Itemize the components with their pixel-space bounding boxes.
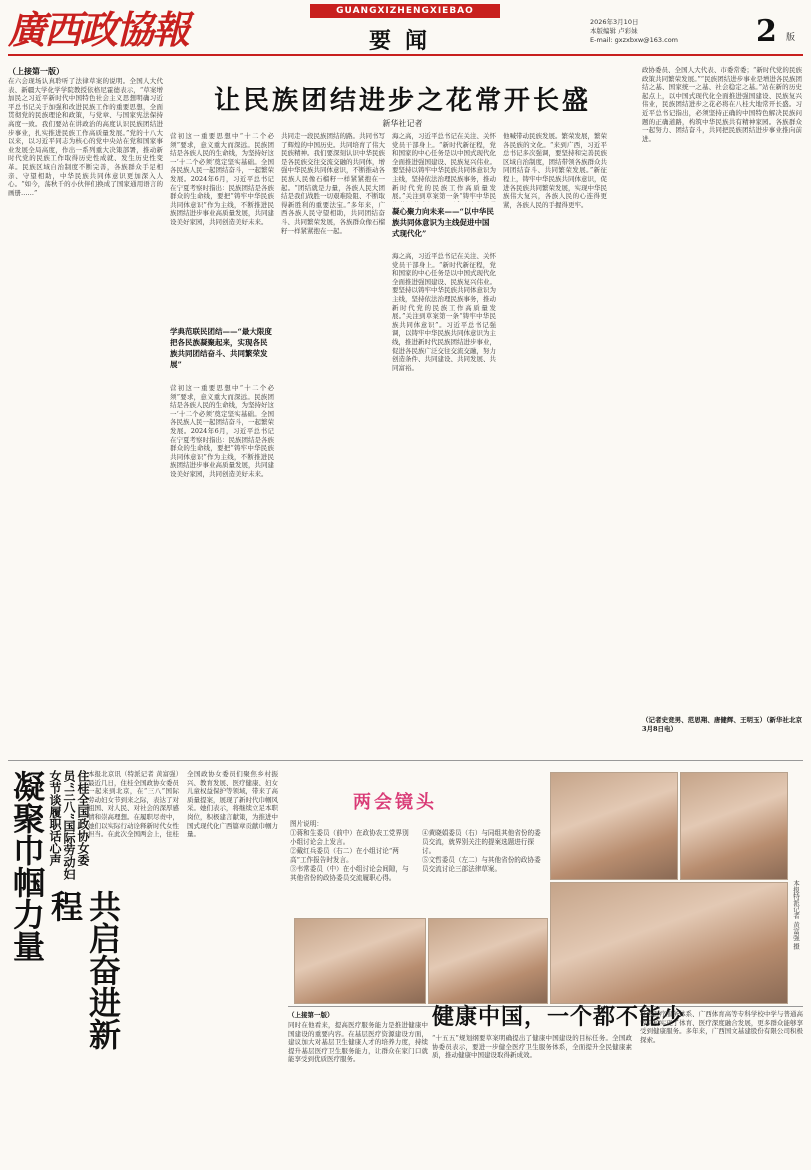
- feature-body-text: 本报北京讯（特派记者 黄富强）最近几日，住桂全国政协女委员一起来到北京，在“三八”国际劳动妇女节到来之际，表达了对祖国、对人民、对社会的深厚感情和崇高理想。在履职尽责中，她们以实际行动诠释新时代女性担当。在此次全国两会上，住桂全国政协女委员们聚焦乡村振兴、教育发展、医疗健康、妇女儿童权益保护等领域，带来了高质量提案，展现了新时代巾帼风采。她们表示，将继续立足本职岗位，积极建言献策，为推进中国式现代化广西篇章贡献巾帼力量。: [88, 770, 278, 839]
- photo-2: [680, 772, 788, 880]
- bottom-col-1: [288, 1010, 428, 1162]
- column-3-text: 共同走一段民族团结的路。共同书写了辉煌的中国历史。共同培育了伟大民族精神。我们要深刻认识中华民族是各民族交往交流交融的共同体，增强中华民族共同体意识，不断推动各民族人民像石榴籽一样紧紧抱在一起。“团结就是力量，各族人民大团结是我们战胜一切艰难险阻、不断取得新胜利的重要法宝。”多年来，广西各族人民守望相助，共同团结奋斗、共同繁荣发展，各族群众像石榴籽一样紧紧抱在一起。: [281, 132, 385, 235]
- editor-line: 本版编辑 卢彩妹: [590, 27, 638, 35]
- column-4-text: 海之高，习近平总书记在关注、关怀党员干部身上。“新时代新征程，党和国家的中心任务是以中国式现代化全面推进强国建设、民族复兴伟业。要坚持以铸牢中华民族共同体意识为主线，坚持依法治理民族事务，推动新时代党的民族工作高质量发展。”关注到草案第一条“铸牢中华民: [392, 132, 496, 201]
- bottom-headline: 健康中国，一个都不能少: [432, 1004, 686, 1030]
- lead-credit: （记者史竞男、范思翔、唐健辉、王明玉）（新华社北京3月8日电）: [642, 716, 802, 733]
- column-1: [8, 66, 163, 756]
- caption-0: 图片说明：: [290, 820, 323, 828]
- column-2b-text: 营初这一重要思想中“十二个必须”要求，意义重大而深远。民族团结是各族人民的生命线，为坚持好这一‘十二个必须’奠定坚实基础。全国各民族人民一起团结奋斗，一起繁荣发展。2024年6月，习近平总书记在宁夏考察时指出：民族团结是各族群众的生命线，要把“铸牢中华民族共同体意识”作为主线，不断推进民族团结进步事业高质量发展，共同建设美好家园，共同创造美好未来。: [170, 384, 274, 478]
- masthead-rule: [8, 54, 803, 56]
- caption-3: ③韦常委员（中）在小组讨论会间隙，与其他省份的政协委员交流履职心得。: [290, 865, 409, 882]
- column-4-top: [392, 132, 496, 202]
- photo-5: [428, 918, 548, 1004]
- masthead-logo: 廣西政協報: [8, 7, 189, 52]
- feature-body: [88, 770, 278, 1162]
- column-1-text: 在六会现场认真聆听了法律草案的说明。全国人大代表、新疆大学化学学院教授依格尼霍德表示，“草案增加民之习近平新时代中国特色社会主义思想明确习近平总书记关于加强和改进民族工作的重要思想，全面贯彻党的民族理论和政策，与党章、与国家宪法保持高度一致。我们要站在讲政治的高度认识民族团结进步事业，扎实推进民族工作高质量发展。”党的十八大以来，以习近平同志为核心的党中央站在党和国家事业发展全局高度，作出一系列重大决策部署，推动新时代党的民族工作取得历史性成就、发生历史性变革。民族区域自治制度不断完善，各族群众手足相亲、守望相助，中华民族共同体意识更加深入人心。“如今，荡秋千的小伙伴们换成了国家通用语言的画册……”: [8, 77, 163, 197]
- column-2-bottom: [170, 384, 274, 756]
- section-title: 要闻: [368, 28, 441, 54]
- column-6-text: 政协委员、全国人大代表、市委常委；“新时代党的民族政策共同繁荣发展。”“民族团结进步事业是增进各民族团结之基、国家统一之基、社会稳定之基。”站在新的历史起点上，以中国式现代化全面推进强国建设、民族复兴伟业，民族团结进步之花必将在八桂大地常开长盛。习近平总书记指出，必须坚持正确的中国特色解决民族问题的正确道路，构筑中华民族共有精神家园。各族群众一起努力、团结奋斗，共同把民族团结进步事业推向前进。: [642, 66, 802, 143]
- bottom-col-3: [640, 1010, 803, 1162]
- lead-byline: 新华社记者: [382, 119, 423, 128]
- column-4-bottom: [392, 252, 496, 756]
- photo-3: [550, 882, 788, 1004]
- feature-title-1: 凝聚巾帼力量: [8, 770, 46, 962]
- subhead-1: 学典范联民团结——“最大限度把各民族凝聚起来，实现各民族共同团结奋斗、共同繁荣发展”: [170, 327, 272, 369]
- bottom-col-2: [432, 1034, 632, 1162]
- lead-headline: 让民族团结进步之花常开长盛: [213, 86, 591, 116]
- column-2-top: [170, 132, 274, 322]
- column-6: [642, 66, 802, 756]
- caption-5: ⑤文哲委员（左二）与其他省份的政协委员交流讨论三部法律草案。: [422, 856, 541, 873]
- bottom-body-3: 桂仑医疗服务体系、广西体育高等专科学校中学与普通高等院校实现了体育、医疗深度融合发展，更多群众能够享受到健康服务。多年来，广西国文基建股份有限公司积极探索。: [640, 1010, 803, 1044]
- photo-feature-title: 两会镜头: [353, 792, 437, 813]
- caption-4: ④黄晓娟委员（右）与同组其他省份的委员交流，就界别关注的提案选题进行探讨。: [422, 829, 541, 855]
- column-5: [503, 132, 607, 756]
- photo-credit: 本报特派记者 黄富强 摄: [792, 880, 800, 950]
- page-number: 2: [756, 14, 777, 49]
- column-5-text: 他喊带动民族发展。繁荣发展，繁荣各民族的文化。“来到广西，习近平总书记多次强调，要坚持和完善民族区域自治制度，团结带领各族群众共同团结奋斗、共同繁荣发展。”新征程上，铸牢中华民族共同体意识，促进各民族共同繁荣发展，实现中华民族伟大复兴，各族人民的心连得更紧，各族人民的手握得更牢。: [503, 132, 607, 209]
- date-line: 2026年3月10日: [590, 18, 639, 26]
- section-divider: [8, 760, 803, 761]
- masthead-info: [590, 18, 678, 45]
- masthead-center: [310, 4, 500, 55]
- photo-1: [550, 772, 678, 880]
- feature-title-2: 共启奋进新程: [46, 890, 122, 1050]
- email-line: E-mail: gxzxbxw@163.com: [590, 36, 679, 44]
- subhead-2-block: [392, 206, 496, 239]
- caption-2: ②戴红兵委员（右二）在小组讨论“两高”工作报告时发言。: [290, 847, 399, 864]
- photo-4: [294, 918, 426, 1004]
- caption-1: ①蒋和生委员（前中）在政协农工党界别小组讨论会上发言。: [290, 829, 409, 846]
- masthead-pinyin: GUANGXIZHENGXIEBAO: [310, 4, 500, 18]
- column-4b-text: 海之高，习近平总书记在关注、关怀党员干部身上。“新时代新征程，党和国家的中心任务是以中国式现代化全面推进强国建设、民族复兴伟业。要坚持以铸牢中华民族共同体意识为主线，坚持依法治理民族事务，推动新时代党的民族工作高质量发展。”关注到草案第一条“铸牢中华民族共同体意识”。习近平总书记强调，以铸牢中华民族共同体意识为主线，推进新时代民族团结进步事业，促进各民族广泛交往交流交融，努力创造条件、共同建设、共同发展、共同富裕。: [392, 252, 496, 372]
- bottom-body-2: “十五五”规划纲要草案明确提出了健康中国建设的目标任务。全国政协委员表示，要进一步健全医疗卫生服务体系，全面提升全民健康素质，推动健康中国建设取得新成效。: [432, 1034, 632, 1060]
- feature-subtitle: 住桂全国政协女委员“三八”国际劳动妇女节谈履职话心声: [48, 770, 90, 880]
- bottom-continued-mark: （上接第一版）: [288, 1011, 334, 1019]
- continued-mark: （上接第一版）: [8, 66, 64, 76]
- subhead-2: 凝心聚力向未来——“以中华民族共同体意识为主线促进中国式现代化”: [392, 207, 494, 238]
- bottom-body-1: 同时在他看来，提高医疗服务能力是推进健康中国建设的重要内容。在基层医疗资源建设方面，建议加大对基层卫生健康人才的培养力度，持续提升基层医疗卫生服务能力，让群众在家门口就能享受到优质医疗服务。: [288, 1021, 428, 1064]
- subhead-1-block: [170, 326, 274, 370]
- column-2-text: 营初这一重要思想中“十二个必须”要求，意义重大而深远。民族团结是各族人民的生命线，为坚持好这一‘十二个必须’奠定坚实基础。全国各民族人民一起团结奋斗，一起繁荣发展。2024年6月，习近平总书记在宁夏考察时指出：民族团结是各族群众的生命线，要把“铸牢中华民族共同体意识”作为主线，不断推进民族团结进步事业高质量发展，共同建设美好家园，共同创造美好未来。: [170, 132, 274, 226]
- column-3: [281, 132, 385, 756]
- page-suffix: 版: [786, 33, 796, 43]
